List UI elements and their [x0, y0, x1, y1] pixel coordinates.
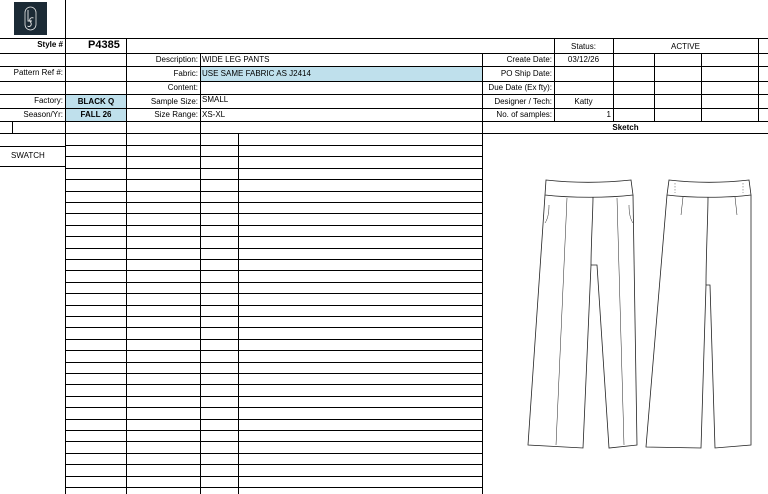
samples-value[interactable]: 1 — [606, 110, 611, 119]
status-value[interactable]: ACTIVE — [671, 42, 700, 51]
grid-row-line — [66, 362, 482, 363]
designer-value[interactable]: Katty — [574, 97, 593, 106]
designer-label: Designer / Tech: — [494, 97, 552, 106]
po-ship-date-label: PO Ship Date: — [500, 69, 552, 78]
description-value[interactable]: WIDE LEG PANTS — [202, 55, 270, 64]
garment-sketch — [483, 135, 768, 494]
factory-value[interactable]: BLACK Q — [66, 95, 126, 108]
status-label: Status: — [571, 42, 596, 51]
grid-row-line — [66, 419, 482, 420]
grid-row-line — [66, 464, 482, 465]
grid-row-line — [66, 305, 482, 306]
col-line — [200, 53, 201, 133]
grid-row-line — [66, 225, 482, 226]
size-range-value[interactable]: XS-XL — [202, 110, 226, 119]
grid-row-line — [66, 407, 482, 408]
grid-row-line — [66, 430, 482, 431]
sketch-title: Sketch — [612, 123, 639, 132]
factory-label: Factory: — [34, 96, 63, 105]
grid-row-line — [66, 168, 482, 169]
grid-row-line — [66, 236, 482, 237]
description-label: Description: — [155, 55, 198, 64]
size-range-label: Size Range: — [154, 110, 198, 119]
brand-logo — [14, 2, 47, 35]
grid-row-line — [66, 270, 482, 271]
grid-row-line — [66, 350, 482, 351]
grid-row-line — [66, 156, 482, 157]
grid-row-line — [66, 213, 482, 214]
grid-row-line — [66, 327, 482, 328]
col-line — [758, 38, 759, 121]
grid-row-line — [66, 441, 482, 442]
grid-row-line — [66, 339, 482, 340]
grid-row-line — [66, 476, 482, 477]
grid-row-line — [66, 202, 482, 203]
grid-row-line — [66, 248, 482, 249]
grid-row-line — [66, 487, 482, 488]
pattern-ref-value[interactable] — [66, 67, 126, 81]
grid-row-line — [66, 453, 482, 454]
col-line — [12, 121, 13, 133]
season-value[interactable]: FALL 26 — [66, 109, 126, 121]
col-line — [126, 133, 127, 494]
season-label: Season/Yr: — [23, 110, 63, 119]
po-ship-date-value[interactable] — [554, 68, 613, 80]
grid-row-line — [66, 316, 482, 317]
grid-row-line — [66, 396, 482, 397]
style-number[interactable]: P4385 — [88, 39, 120, 51]
content-value[interactable] — [202, 82, 482, 94]
grid-row-line — [66, 191, 482, 192]
swatch-label: SWATCH — [11, 151, 45, 160]
row-line — [0, 166, 66, 167]
fabric-label: Fabric: — [173, 69, 198, 78]
grid-row-line — [66, 179, 482, 180]
col-line — [701, 53, 702, 121]
col-line — [238, 133, 239, 494]
row-line — [0, 146, 66, 147]
wide-leg-pants-icon — [483, 135, 768, 494]
col-line — [65, 133, 66, 494]
col-line — [654, 53, 655, 121]
fabric-value[interactable]: USE SAME FABRIC AS J2414 — [201, 67, 482, 81]
sample-size-label: Sample Size: — [150, 97, 198, 106]
grid-row-line — [66, 293, 482, 294]
content-label: Content: — [167, 83, 198, 92]
grid-row-line — [66, 282, 482, 283]
sample-size-value[interactable]: SMALL — [202, 95, 229, 104]
grid-row-line — [66, 373, 482, 374]
grid-row-line — [66, 259, 482, 260]
logo-divider — [65, 0, 66, 38]
due-date-label: Due Date (Ex fty): — [488, 83, 552, 92]
grid-row-line — [66, 384, 482, 385]
create-date-value[interactable]: 03/12/26 — [567, 55, 600, 64]
grid-row-line — [66, 145, 482, 146]
samples-label: No. of samples: — [496, 110, 552, 119]
style-label: Style # — [37, 40, 63, 49]
col-line — [200, 133, 201, 494]
create-date-label: Create Date: — [506, 55, 552, 64]
pattern-ref-label: Pattern Ref #: — [13, 68, 63, 77]
due-date-value[interactable] — [554, 82, 613, 94]
monogram-icon — [14, 2, 47, 35]
